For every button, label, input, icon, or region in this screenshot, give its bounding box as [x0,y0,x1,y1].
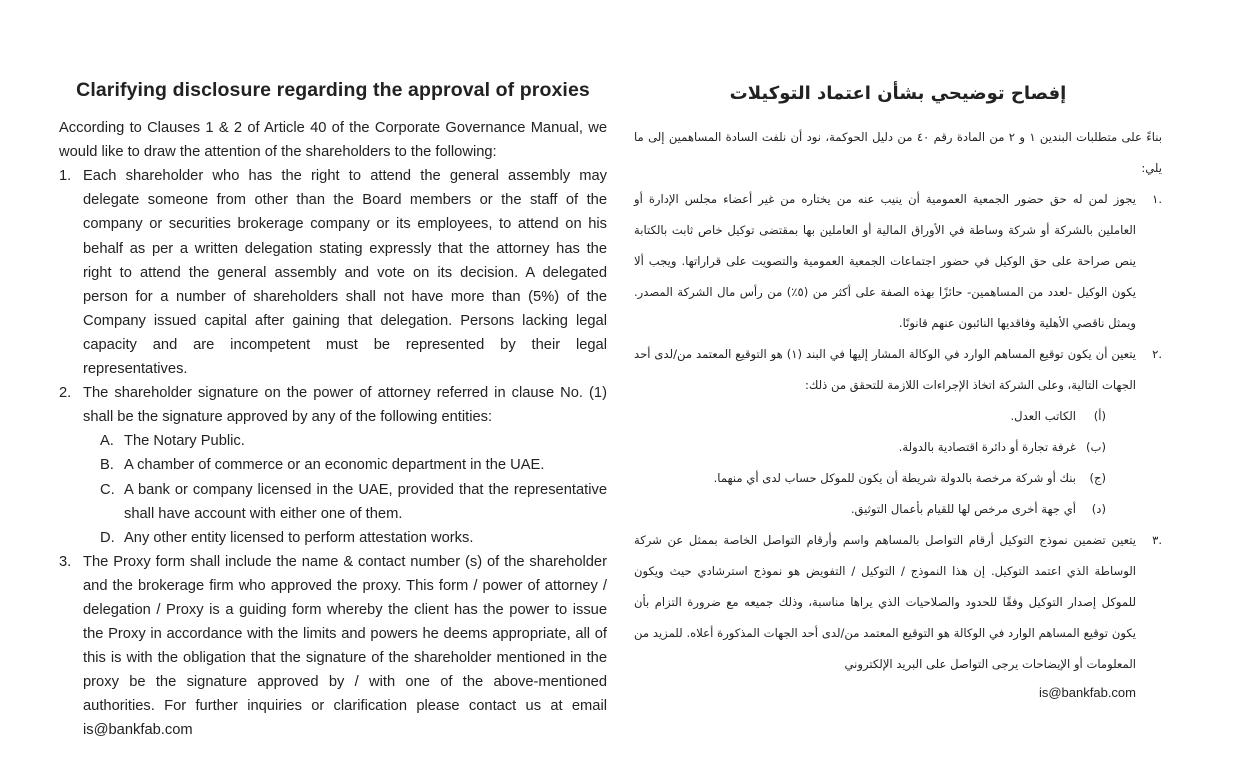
subitem-text: أي جهة أخرى مرخص لها للقيام بأعمال التوثيق. [850,502,1076,516]
item-text: The shareholder signature on the power of attorney referred in clause No. (1) shall be the signature approved by any of the following entities: [83,385,607,426]
subitem-text: The Notary Public. [124,433,245,450]
subitem-letter: C. [100,481,115,498]
subitem-text: A bank or company licensed in the UAE, provided that the representative shall have account with either one of them. [124,481,607,522]
arabic-column [634,78,1162,706]
item-number: .٣ [1152,533,1162,547]
item-number: 3. [59,553,72,570]
subitem-text: Any other entity licensed to perform attestation works. [124,529,474,546]
subitem-letter: A. [100,433,114,450]
english-item-2 [59,381,607,550]
item-number: .٢ [1152,347,1162,361]
arabic-subitem-d [634,494,1106,525]
arabic-sublist [634,401,1136,525]
subitem-text: الكاتب العدل. [1010,409,1076,423]
english-list [59,164,607,742]
english-intro: According to Clauses 1 & 2 of Article 40 of the Corporate Governance Manual, we would like to draw the attention of the shareholders to the following: [59,120,607,161]
item-text: يجوز لمن له حق حضور الجمعية العمومية أن ينيب عنه من يختاره من غير أعضاء مجلس الإدارة أو العاملين بالشركة أو شركة وساطة في الأوراق المالية أو العاملين بها بمقتضى توكيل خاص ثابت بالكتابة ينص صراحة على حق الوكيل في حضور اجتماعات الجمعية العمومية والتصويت على قراراتها. ويجب ألا يكون الوكيل -لعدد من المساهمين- حائزًا بهذه الصفة على أكثر من (٥٪) من رأس مال الشركة المصدر. ويمثل ناقصي الأهلية وفاقديها النائبون عنهم قانونًا. [634,192,1136,330]
english-subitem-c [100,478,607,526]
subitem-text: بنك أو شركة مرخصة بالدولة شريطة أن يكون للموكل حساب لدى أي منهما. [713,471,1076,485]
item-text: يتعين تضمين نموذج التوكيل أرقام التواصل بالمساهم واسم وأرقام التواصل الخاصة بممثل عن شركة الوساطة الذي اعتمد التوكيل. إن هذا النموذج / التوكيل / التفويض هو نموذج استرشادي حيث ويكون للموكل إصدار التوكيل وفقًا للحدود والصلاحيات الذي يراها مناسبة، وذلك جميعه مع ضرورة التزام بأن يكون توقيع المساهم الوارد في الوكالة هو التوقيع المعتمد من/لدى أحد الجهات المذكورة أعلاه. للمزيد من المعلومات أو الإيضاحات يرجى التواصل على البريد الإلكتروني [634,533,1136,671]
english-subitem-d [100,526,607,550]
arabic-subitem-b [634,432,1106,463]
arabic-title: إفصاح توضيحي بشأن اعتماد التوكيلات [729,83,1067,104]
arabic-item-1 [634,184,1162,339]
subitem-letter: (د) [1091,502,1106,516]
item-text: يتعين أن يكون توقيع المساهم الوارد في الوكالة المشار إليها في البند (١) هو التوقيع المعتمد من/لدى أحد الجهات التالية، وعلى الشركة اتخاذ الإجراءات اللازمة للتحقق من ذلك: [634,347,1137,392]
subitem-letter: (أ) [1093,409,1106,423]
subitem-letter: (ج) [1089,471,1106,485]
item-text: Each shareholder who has the right to attend the general assembly may delegate someone from other than the Board members or the staff of the company or securities brokerage company or its employees, to attend on his behalf as per a written delegation stating expressly that the attorney has the right to attend the general assembly and vote on its decision. A delegated person for a number of shareholders shall not have more than (5%) of the Company issued capital after gaining that delegation. Persons lacking legal capacity and are incompetent must be represented by their legal representatives. [83,168,607,378]
english-title: Clarifying disclosure regarding the approval of proxies [76,79,590,101]
subitem-letter: (ب) [1086,440,1106,454]
arabic-item-3 [634,525,1162,706]
item-number: 2. [59,385,72,402]
subitem-text: A chamber of commerce or an economic department in the UAE. [124,457,545,474]
english-subitem-a [100,429,607,453]
item-number: .١ [1152,192,1162,206]
subitem-letter: D. [100,529,115,546]
arabic-list [634,184,1162,706]
arabic-intro: بناءً على متطلبات البندين ١ و ٢ من المادة رقم ٤٠ من دليل الحوكمة، نود أن نلفت السادة المساهمين إلى ما يلي: [634,130,1162,175]
english-sublist [83,429,607,549]
subitem-text: غرفة تجارة أو دائرة اقتصادية بالدولة. [898,440,1076,454]
english-column [59,78,607,743]
email-address: is@bankfab.com [83,722,193,739]
email-address: is@bankfab.com [1038,685,1136,700]
item-number: 1. [59,168,72,185]
subitem-letter: B. [100,457,114,474]
item-text: The Proxy form shall include the name & contact number (s) of the shareholder and the brokerage firm who approved the proxy. This form / power of attorney / delegation / Proxy is a guiding form whereby the client has the power to issue the Proxy in accordance with the limits and powers he deems appropriate, all of this is with the obligation that the signature of the shareholder mentioned in the proxy be the signature approved by / with one of the above-mentioned authorities. For further inquiries or clarification please contact us at email [83,553,607,715]
arabic-subitem-c [634,463,1106,494]
english-item-1 [59,164,607,381]
english-item-3 [59,550,607,743]
arabic-item-2 [634,339,1162,525]
english-subitem-b [100,453,607,477]
arabic-subitem-a [634,401,1106,432]
